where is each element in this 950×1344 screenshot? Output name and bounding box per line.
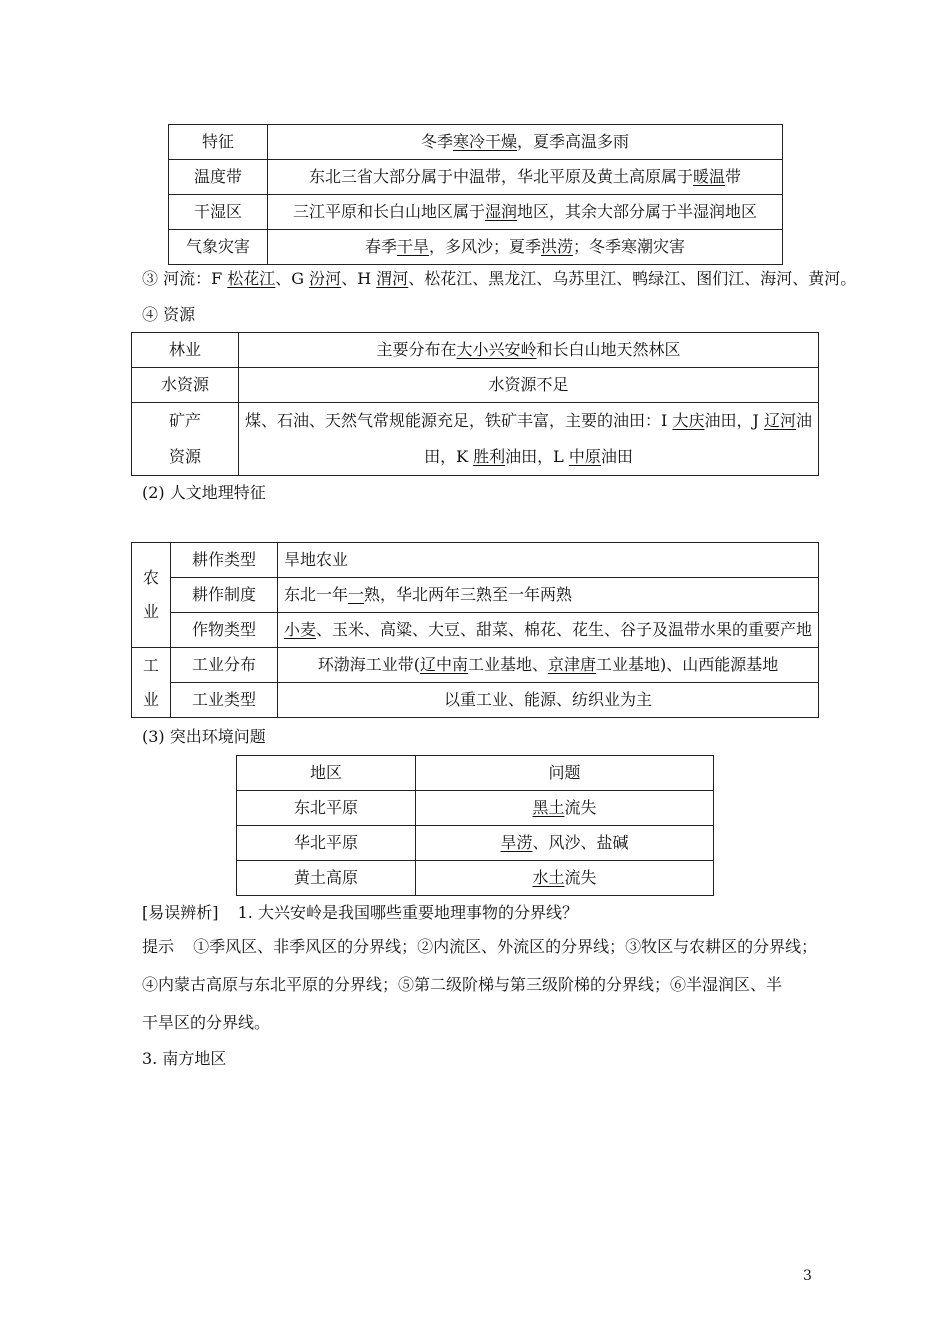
- text-segment: 田，K: [424, 447, 474, 466]
- table-row: [169, 125, 783, 160]
- underlined-answer: 汾河: [309, 269, 342, 288]
- group-industry: 工业: [132, 648, 171, 718]
- problem-cell: [416, 826, 714, 861]
- text-segment: 油田，L: [505, 447, 569, 466]
- text-segment: 主要分布在: [376, 340, 457, 359]
- table-row: [237, 861, 714, 896]
- text-segment: 、G: [275, 269, 310, 288]
- hint-line-2: ④内蒙古高原与东北平原的分界线；⑤第二级阶梯与第三级阶梯的分界线；⑥半湿润区、半: [142, 975, 783, 994]
- underlined-answer: 大小兴安岭: [456, 340, 537, 359]
- text-segment: ③ 河流：F: [142, 269, 228, 288]
- row-label: 水资源: [132, 368, 239, 403]
- table-row: [132, 578, 819, 613]
- row-label: 温度带: [169, 160, 268, 195]
- row-value: [277, 578, 818, 613]
- text-segment: 东北三省大部分属于中温带，华北平原及黄土高原属于: [308, 167, 693, 186]
- problem-cell: [416, 791, 714, 826]
- resources-heading: ④ 资源: [142, 305, 196, 324]
- row-value: [268, 160, 783, 195]
- analysis-tag: [易误辨析]: [142, 903, 219, 922]
- text-segment: 春季: [364, 237, 397, 256]
- page-number: 3: [803, 1268, 812, 1284]
- table-row: [132, 613, 819, 648]
- underlined-answer: 干旱: [396, 237, 429, 256]
- row-label: 耕作类型: [170, 543, 277, 578]
- text-segment: 环渤海工业带(: [317, 655, 420, 674]
- header-region: 地区: [237, 756, 416, 791]
- human-heading: (2) 人文地理特征: [142, 483, 266, 502]
- text-segment: 工业基地、: [467, 655, 548, 674]
- underlined-answer: 旱涝: [500, 833, 533, 852]
- underlined-answer: 水土: [532, 868, 565, 887]
- text-segment: ，夏季高温多雨: [517, 132, 630, 151]
- mineral-label-2: 资源: [169, 447, 202, 466]
- rivers-line: [142, 266, 856, 289]
- text-segment: 和长白山地天然林区: [536, 340, 681, 359]
- underlined-answer: 小麦: [283, 620, 316, 639]
- row-label: 特征: [169, 125, 268, 160]
- underlined-answer: 中原: [568, 447, 601, 466]
- row-value: [239, 333, 819, 368]
- row-label: 工业类型: [170, 683, 277, 718]
- analysis-question-line: [142, 900, 578, 923]
- underlined-answer: 黑土: [532, 798, 565, 817]
- underlined-answer: 暖温: [692, 167, 725, 186]
- underlined-answer: 大庆: [672, 411, 705, 430]
- hint-label: 提示: [142, 937, 175, 956]
- text-segment: 带: [725, 167, 742, 186]
- underlined-answer: 渭河: [376, 269, 409, 288]
- hint-line-1: 提示 ①季风区、非季风区的分界线；②内流区、外流区的分界线；③牧区与农耕区的分界线；: [142, 937, 818, 956]
- table-row: [132, 333, 819, 368]
- row-value: [268, 230, 783, 265]
- table-row: [169, 195, 783, 230]
- region-cell: 黄土高原: [237, 861, 416, 896]
- underlined-answer: 松花江: [227, 269, 276, 288]
- section-heading: 3. 南方地区: [142, 1049, 227, 1068]
- row-label: [132, 403, 239, 476]
- text-segment: 流失: [564, 798, 597, 817]
- table-row: [237, 791, 714, 826]
- table-row: [169, 230, 783, 265]
- row-value: [268, 195, 783, 230]
- table-row: [132, 403, 819, 476]
- underlined-answer: 胜利: [473, 447, 506, 466]
- text-segment: 流失: [564, 868, 597, 887]
- text-segment: 油田: [600, 447, 633, 466]
- text-segment: 冬季: [420, 132, 453, 151]
- problem-cell: [416, 861, 714, 896]
- group-agriculture: 农业: [132, 543, 171, 648]
- table-row: [132, 368, 819, 403]
- row-value: [239, 403, 819, 476]
- table-header-row: [237, 756, 714, 791]
- row-value: [277, 648, 818, 683]
- text-segment: 、玉米、高粱、大豆、甜菜、棉花、花生、谷子及温带水果的重要产地: [315, 620, 812, 639]
- underlined-answer: 辽中南: [419, 655, 468, 674]
- mineral-line-1: [245, 403, 812, 439]
- env-table: [236, 755, 714, 896]
- text-segment: 东北一年: [283, 585, 348, 604]
- row-label: 工业分布: [170, 648, 277, 683]
- row-value: [277, 613, 818, 648]
- resources-table: [131, 332, 819, 476]
- text-segment: 熟，华北两年三熟至一年两熟: [364, 585, 573, 604]
- row-label: 气象灾害: [169, 230, 268, 265]
- text-segment: ，多风沙；夏季: [428, 237, 541, 256]
- row-label: 林业: [132, 333, 239, 368]
- underlined-answer: 一: [347, 585, 364, 604]
- table-row: [169, 160, 783, 195]
- text-segment: 煤、石油、天然气常规能源充足，铁矿丰富，主要的油田：I: [245, 411, 673, 430]
- underlined-answer: 京津唐: [547, 655, 596, 674]
- table-row: [237, 826, 714, 861]
- text-segment: 、风沙、盐碱: [532, 833, 629, 852]
- underlined-answer: 辽河: [763, 411, 796, 430]
- text-segment: 油田，J: [704, 411, 764, 430]
- region-cell: 华北平原: [237, 826, 416, 861]
- text-segment: 以重工业、能源、纺织业为主: [443, 690, 652, 709]
- header-problem: 问题: [416, 756, 714, 791]
- text-segment: 旱地农业: [283, 550, 348, 569]
- text-segment: ；冬季寒潮灾害: [573, 237, 686, 256]
- table-row: [132, 543, 819, 578]
- row-value: 水资源不足: [239, 368, 819, 403]
- text-segment: 油: [795, 411, 812, 430]
- row-value: [277, 543, 818, 578]
- analysis-question: 1. 大兴安岭是我国哪些重要地理事物的分界线？: [237, 903, 578, 922]
- underlined-answer: 寒冷干燥: [452, 132, 517, 151]
- text-segment: 工业基地)、山西能源基地: [596, 655, 779, 674]
- underlined-answer: 湿润: [484, 202, 517, 221]
- climate-table: [168, 124, 783, 265]
- underlined-answer: 洪涝: [541, 237, 574, 256]
- row-label: 耕作制度: [170, 578, 277, 613]
- hint-line-3: 干旱区的分界线。: [142, 1013, 271, 1032]
- env-heading: (3) 突出环境问题: [142, 727, 266, 746]
- row-label: 作物类型: [170, 613, 277, 648]
- text-segment: 三江平原和长白山地区属于: [292, 202, 485, 221]
- row-value: [268, 125, 783, 160]
- row-value: [277, 683, 818, 718]
- mineral-label-1: 矿产: [169, 411, 202, 430]
- text-segment: 、松花江、黑龙江、乌苏里江、鸭绿江、图们江、海河、黄河。: [408, 269, 857, 288]
- region-cell: 东北平原: [237, 791, 416, 826]
- row-label: 干湿区: [169, 195, 268, 230]
- text-segment: 、H: [341, 269, 377, 288]
- table-row: [132, 683, 819, 718]
- text-segment: 地区，其余大部分属于半湿润地区: [517, 202, 758, 221]
- mineral-line-2: [245, 439, 812, 475]
- table-row: [132, 648, 819, 683]
- human-table: [131, 542, 819, 718]
